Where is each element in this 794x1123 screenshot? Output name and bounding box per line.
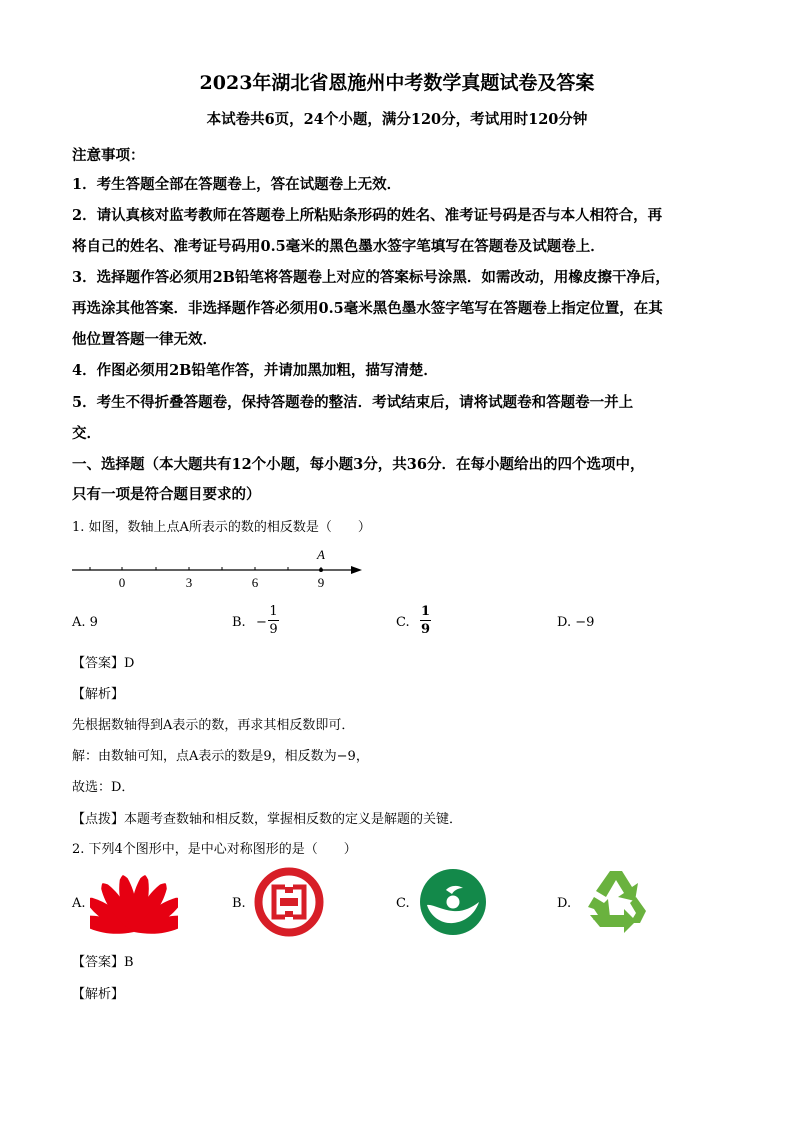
fraction-denominator: 9 [420,622,431,637]
option-c-label: C. [396,615,410,630]
option-b-label: B. [232,615,246,630]
notice-heading: 注意事项： [72,147,145,164]
analysis-label: 【解析】 [72,687,125,702]
minus-sign: − [256,615,267,630]
question-2-stem: 2. 下列4个图形中，是中心对称图形的是（ ） [72,842,357,857]
section-heading-cont: 只有一项是符合题目要求的） [72,486,261,503]
option-b-fraction [268,604,279,637]
tick-label: 9 [317,575,325,590]
green-circle-logo-icon [419,868,487,936]
notice-line: 再选涂其他答案．非选择题作答必须用0.5毫米黑色墨水签字笔写在答题卷上指定位置，在其 [72,300,663,317]
exam-info: 本试卷共6页，24个小题，满分120分，考试用时120分钟 [206,111,588,128]
notice-line: 1．考生答题全部在答题卷上，答在试题卷上无效． [72,176,402,193]
number-line-figure [70,545,370,593]
answer-label: 【答案】B [72,955,134,970]
notice-line: 将自己的姓名、准考证号码用0.5毫米的黑色墨水签字笔填写在答题卷及试题卷上． [72,238,605,255]
option-c-label: C. [396,896,410,911]
tick-label: 3 [185,575,193,590]
comment-line: 【点拨】本题考查数轴和相反数，掌握相反数的定义是解题的关键． [72,812,463,827]
recycle-logo-icon [580,867,652,937]
notice-line: 2．请认真核对监考教师在答题卷上所粘贴条形码的姓名、准考证号码是否与本人相符合，再 [72,207,663,224]
option-d: D. −9 [557,615,595,630]
tick-label: 0 [118,575,126,590]
fraction-bar [268,620,279,621]
option-a: A. 9 [72,615,98,630]
option-d-label: D. [557,896,572,911]
tick-label: 6 [251,575,259,590]
notice-line: 交． [72,425,101,442]
notice-line: 5．考生不得折叠答题卷，保持答题卷的整洁．考试结束后，请将试题卷和答题卷一并上 [72,394,634,411]
answer-label: 【答案】D [72,656,135,671]
fraction-bar [420,620,431,621]
page-title: 2023年湖北省恩施州中考数学真题试卷及答案 [199,72,595,94]
question-1-stem: 1. 如图，数轴上点A所表示的数的相反数是（ ） [72,520,371,535]
notice-line: 他位置答题一律无效． [72,331,217,348]
point-a-dot [319,568,323,572]
analysis-line: 先根据数轴得到A表示的数，再求其相反数即可． [72,718,355,733]
option-c-fraction [420,604,431,637]
analysis-line: 解：由数轴可知，点A表示的数是9，相反数为−9， [72,749,369,764]
fraction-numerator: 1 [420,604,431,619]
axis-arrowhead [351,566,362,574]
option-a-label: A. [72,896,86,911]
notice-line: 3．选择题作答必须用2B铅笔将答题卷上对应的答案标号涂黑．如需改动，用橡皮擦干净后， [72,269,670,286]
option-b-label: B. [232,896,246,911]
icbc-logo-icon [254,867,324,937]
notice-line: 4．作图必须用2B铅笔作答，并请加黑加粗，描写清楚． [72,362,438,379]
analysis-label: 【解析】 [72,987,125,1002]
section-heading: 一、选择题（本大题共有12个小题，每小题3分，共36分．在每小题给出的四个选项中， [72,456,645,473]
huawei-logo-icon [90,868,178,936]
fraction-denominator: 9 [269,622,278,637]
fraction-numerator: 1 [269,604,278,619]
point-a-label: A [317,547,325,562]
analysis-line: 故选：D． [72,780,135,795]
